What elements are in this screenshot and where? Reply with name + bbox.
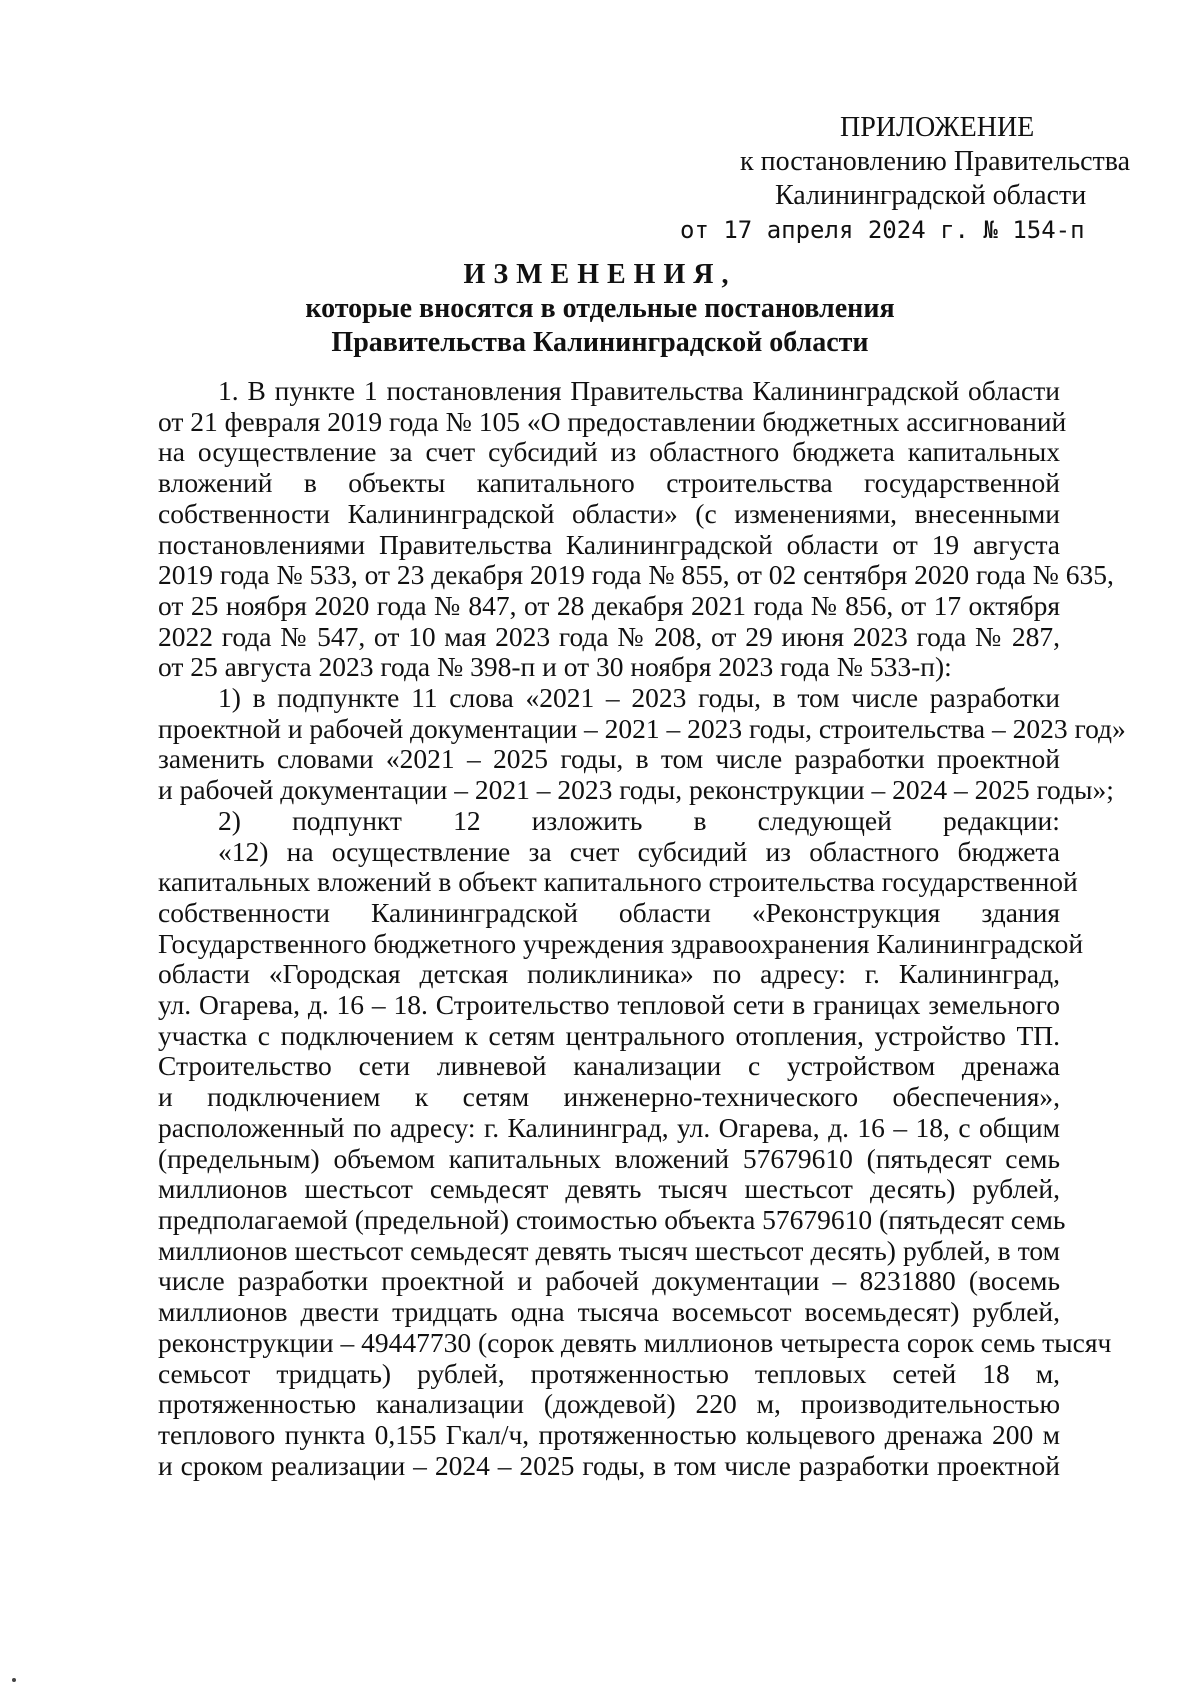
- body-word: изложить: [531, 804, 643, 836]
- body-line: «12) на осуществление за счет субсидий из областного бюджета: [218, 835, 1060, 867]
- heading-subtitle: которые вносятся в отдельные постановления: [305, 293, 895, 324]
- body-line: 1. В пункте 1 постановления Правительства Калининградской области: [218, 375, 1060, 406]
- body-line: собственности Калининградской области» (с изменениями, внесенными: [158, 497, 1060, 529]
- body-line: миллионов двести тридцать одна тысяча восемьсот восемьдесят) рублей,: [158, 1296, 1060, 1328]
- body-line: миллионов шестьсот семьдесят девять тысяч шестьсот десять) рублей,: [158, 1173, 1060, 1205]
- body-line: реконструкции – 49447730 (сорок девять миллионов четыреста сорок семь тысяч: [158, 1326, 1112, 1358]
- body-line: числе разработки проектной и рабочей документации – 8231880 (восемь: [158, 1265, 1060, 1297]
- body-line: на осуществление за счет субсидий из областного бюджета капитальных: [158, 436, 1060, 468]
- body-line: вложений в объекты капитального строительства государственной: [158, 467, 1060, 499]
- body-line: от 25 августа 2023 года № 398-п и от 30 ноября 2023 года № 533-п):: [158, 651, 952, 683]
- body-line: семьсот тридцать) рублей, протяженностью тепловых сетей 18 м,: [158, 1357, 1060, 1389]
- body-line: миллионов шестьсот семьдесят девять тысяч шестьсот десять) рублей, в том: [158, 1234, 1060, 1266]
- body-line: [158, 806, 1060, 837]
- appendix-line-region: Калининградской области: [775, 180, 1087, 211]
- body-line: области «Городская детская поликлиника» по адресу: г. Калининград,: [158, 958, 1060, 990]
- appendix-title: ПРИЛОЖЕНИЕ: [840, 112, 1035, 143]
- appendix-line-resolution: к постановлению Правительства: [740, 146, 1131, 177]
- scan-speck: [12, 1678, 16, 1682]
- appendix-line-date-number: от 17 апреля 2024 г. № 154-п: [680, 216, 1085, 244]
- body-line: Строительство сети ливневой канализации с устройством дренажа: [158, 1050, 1060, 1082]
- body-line: от 21 февраля 2019 года № 105 «О предоставлении бюджетных ассигнований: [158, 405, 1067, 437]
- body-line: капитальных вложений в объект капитального строительства государственной: [158, 866, 1078, 898]
- body-word: 12: [453, 804, 481, 836]
- heading-subtitle-2: Правительства Калининградской области: [331, 327, 869, 358]
- body-line: Государственного бюджетного учреждения здравоохранения Калининградской: [158, 927, 1084, 959]
- body-line: и сроком реализации – 2024 – 2025 годы, в том числе разработки проектной: [158, 1449, 1060, 1481]
- body-line: ул. Огарева, д. 16 – 18. Строительство тепловой сети в границах земельного: [158, 989, 1060, 1021]
- body-line: предполагаемой (предельной) стоимостью объекта 57679610 (пятьдесят семь: [158, 1203, 1066, 1235]
- body-line: 1) в подпункте 11 слова «2021 – 2023 годы, в том числе разработки: [218, 682, 1060, 714]
- body-line: постановлениями Правительства Калининградской области от 19 августа: [158, 528, 1060, 560]
- body-line: (предельным) объемом капитальных вложений 57679610 (пятьдесят семь: [158, 1142, 1060, 1174]
- body-line: теплового пункта 0,155 Гкал/ч, протяженностью кольцевого дренажа 200 м: [158, 1418, 1060, 1450]
- body-word: следующей: [757, 804, 892, 836]
- document-body: [158, 375, 1126, 1481]
- body-word: 2): [218, 804, 241, 836]
- body-line: протяженностью канализации (дождевой) 220 м, производительностью: [158, 1388, 1060, 1420]
- body-line: 2022 года № 547, от 10 мая 2023 года № 208, от 29 июня 2023 года № 287,: [158, 620, 1060, 652]
- body-word: редакции:: [942, 804, 1060, 836]
- body-line: собственности Калининградской области «Реконструкция здания: [158, 896, 1060, 928]
- body-line: и подключением к сетям инженерно-технического обеспечения»,: [158, 1081, 1060, 1113]
- body-word: подпункт: [292, 804, 402, 836]
- body-line: заменить словами «2021 – 2025 годы, в том числе разработки проектной: [158, 743, 1060, 775]
- body-line: от 25 ноября 2020 года № 847, от 28 декабря 2021 года № 856, от 17 октября: [158, 589, 1060, 621]
- body-line: проектной и рабочей документации – 2021 – 2023 годы, строительства – 2023 год»: [158, 712, 1126, 744]
- body-line: и рабочей документации – 2021 – 2023 годы, реконструкции – 2024 – 2025 годы»;: [158, 774, 1114, 806]
- body-line: расположенный по адресу: г. Калининград, ул. Огарева, д. 16 – 18, с общим: [158, 1111, 1060, 1143]
- body-word: в: [693, 804, 707, 836]
- heading-title: ИЗМЕНЕНИЯ,: [463, 259, 737, 290]
- body-line: 2019 года № 533, от 23 декабря 2019 года № 855, от 02 сентября 2020 года № 635,: [158, 559, 1114, 591]
- body-line: участка с подключением к сетям центрального отопления, устройство ТП.: [158, 1019, 1060, 1051]
- document-heading: [0, 258, 1200, 360]
